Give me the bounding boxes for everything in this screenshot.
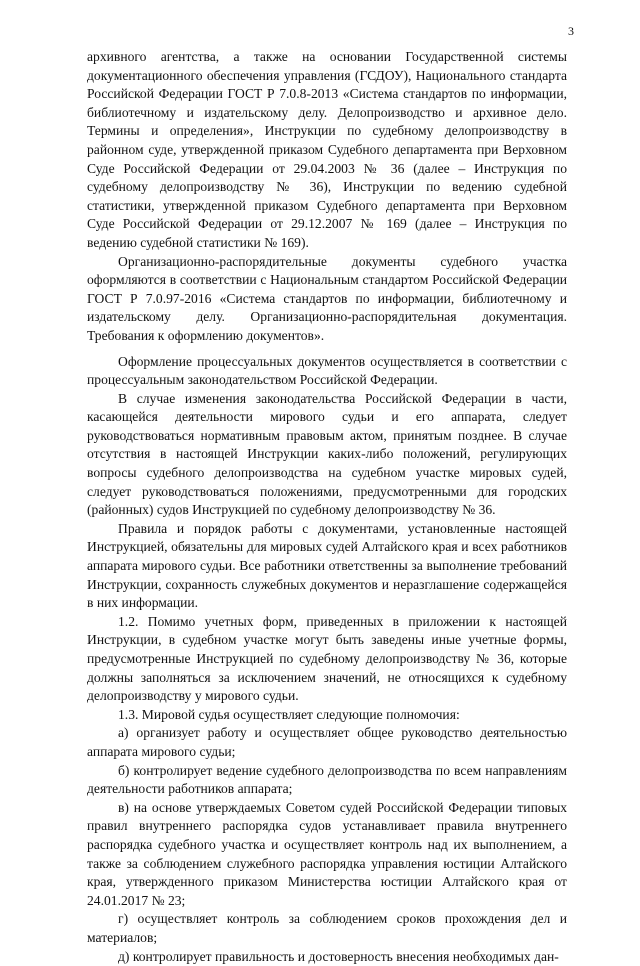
- list-item-a: а) организует работу и осуществляет общее руководство деятельностью аппарата мирового судьи;: [87, 724, 567, 761]
- paragraph-legislation-changes: В случае изменения законодательства Российской Федерации в части, касающейся деятельности мирового судьи и его аппарата, следует руководствоваться нормативным правовым актом, принятым позднее. В случае отсутствия в настоящей Инструкции каких-либо положений, регулирующих вопросы судебного делопроизводства на судебном участке мировых судей, следует руководствоваться положениями, предусмотренными для городских (районных) судов Инструкцией по судебному делопроизводству № 36.: [87, 390, 567, 520]
- document-body: [87, 48, 567, 966]
- paragraph-org-documents: Организационно-распорядительные документы судебного участка оформляются в соответствии с Национальным стандартом Российской Федерации ГОСТ Р 7.0.97-2016 «Система стандартов по информации, библиотечному и издательскому делу. Организационно-распорядительная документация. Требования к оформлению документов».: [87, 253, 567, 346]
- paragraph-section-1-2: 1.2. Помимо учетных форм, приведенных в приложении к настоящей Инструкции, в судебном участке могут быть заведены иные учетные формы, предусмотренные Инструкцией по судебному делопроизводству № 36, которые должны заполняться за исключением значений, не относящихся к судебному делопроизводству у мирового судьи.: [87, 613, 567, 706]
- list-item-b: б) контролирует ведение судебного делопроизводства по всем направлениям деятельности работников аппарата;: [87, 762, 567, 799]
- paragraph-intro-continuation: архивного агентства, а также на основании Государственной системы документационного обеспечения управления (ГСДОУ), Национального стандарта Российской Федерации ГОСТ Р 7.0.8-2013 «Система стандартов по информации, библиотечному и издательскому делу. Делопроизводство и архивное дело. Термины и определения», Инструкции по судебному делопроизводству в районном суде, утвержденной приказом Судебного департамента при Верховном Суде Российской Федерации от 29.04.2003 № 36 (далее – Инструкция по судебному делопроизводству № 36), Инструкции по ведению судебной статистики, утвержденной приказом Судебного департамента при Верховном Суде Российской Федерации от 29.12.2007 № 169 (далее – Инструкция по ведению судебной статистики № 169).: [87, 48, 567, 253]
- paragraph-rules-and-procedure: Правила и порядок работы с документами, установленные настоящей Инструкцией, обязательны для мировых судей Алтайского края и всех работников аппарата мирового судьи. Все работники ответственны за выполнение требований Инструкции, сохранность служебных документов и неразглашение содержащейся в них информации.: [87, 520, 567, 613]
- list-item-v: в) на основе утверждаемых Советом судей Российской Федерации типовых правил внутреннего распорядка судов устанавливает правила внутреннего распорядка судебного участка и осуществляет контроль над их выполнением, а также за соблюдением служебного распорядка управления юстиции Алтайского края, утвержденного приказом Министерства юстиции Алтайского края от 24.01.2017 № 23;: [87, 799, 567, 911]
- paragraph-procedural-documents: Оформление процессуальных документов осуществляется в соответствии с процессуальным законодательством Российской Федерации.: [87, 353, 567, 390]
- list-item-g: г) осуществляет контроль за соблюдением сроков прохождения дел и материалов;: [87, 910, 567, 947]
- paragraph-section-1-3: 1.3. Мировой судья осуществляет следующие полномочия:: [87, 706, 567, 725]
- list-item-d: д) контролирует правильность и достоверность внесения необходимых дан-: [87, 948, 567, 966]
- page-number: 3: [568, 22, 574, 41]
